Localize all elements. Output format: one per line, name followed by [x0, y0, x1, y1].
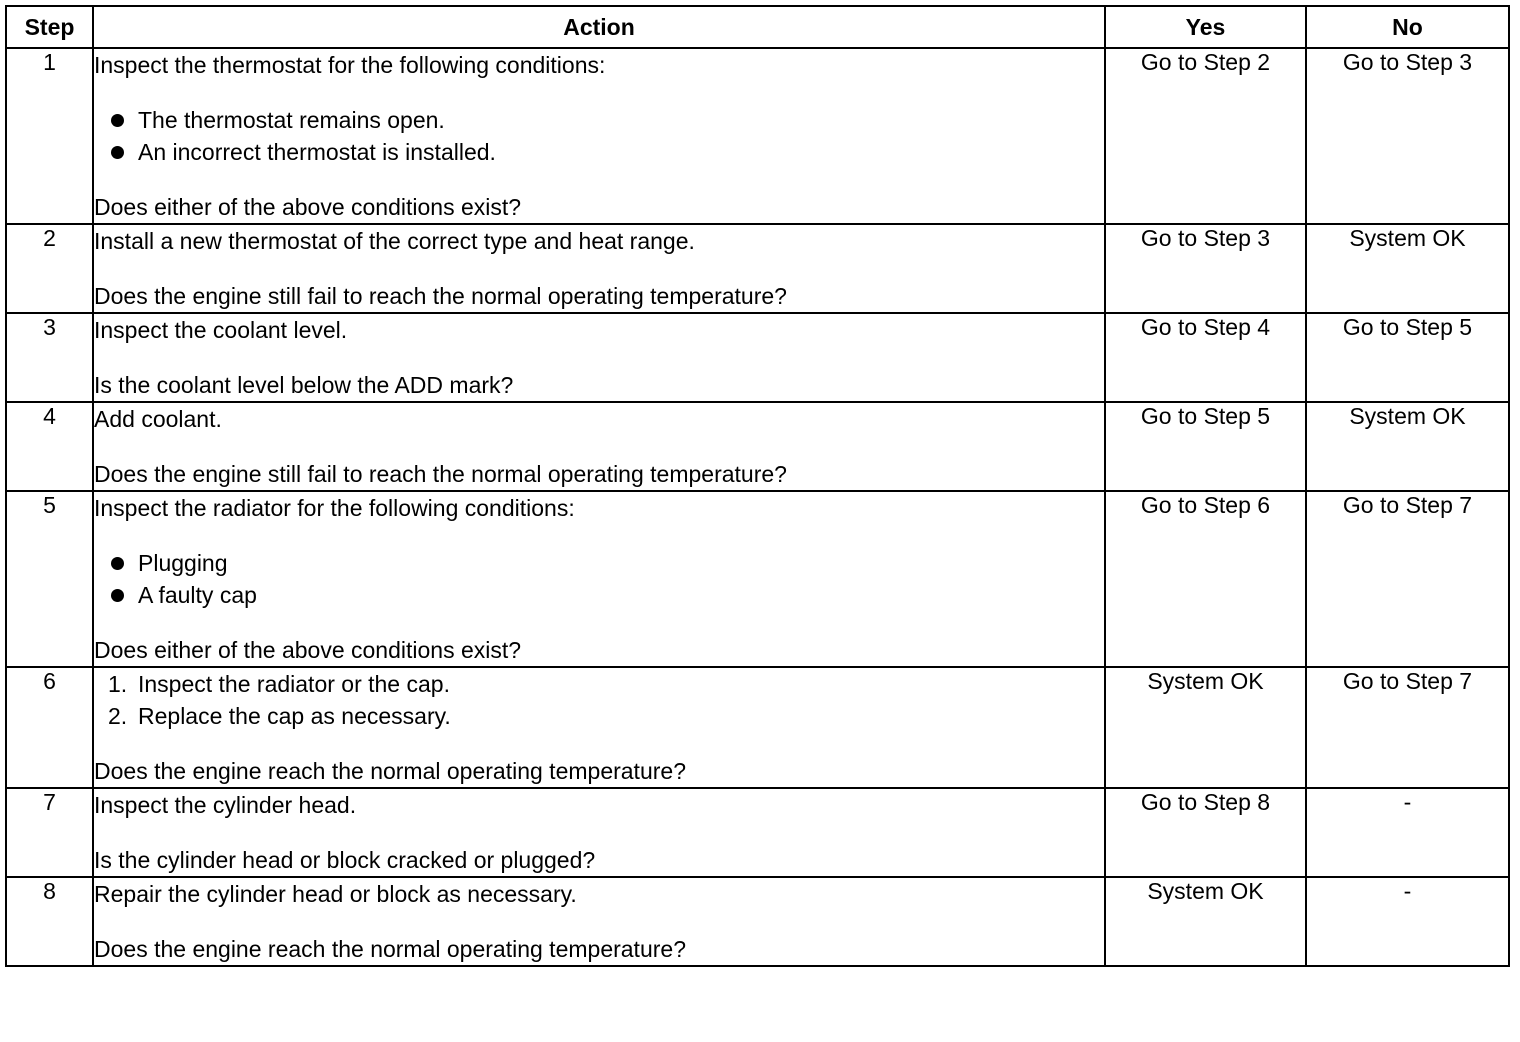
step-number: 4	[6, 402, 93, 491]
list-item: 2. Replace the cap as necessary.	[108, 703, 451, 729]
step-number: 1	[6, 48, 93, 224]
action-cell	[93, 667, 1105, 788]
condition-list	[94, 547, 1104, 611]
header-yes: Yes	[1105, 6, 1306, 48]
action-question: Is the cylinder head or block cracked or plugged?	[94, 847, 596, 873]
table-row-step-1	[6, 48, 1509, 224]
yes-result: System OK	[1105, 877, 1306, 966]
yes-result: Go to Step 4	[1105, 313, 1306, 402]
list-item: An incorrect thermostat is installed.	[94, 136, 1104, 168]
action-question: Is the coolant level below the ADD mark?	[94, 372, 514, 398]
action-cell	[93, 877, 1105, 966]
procedure-list	[94, 668, 1104, 732]
diagnostic-table	[5, 5, 1510, 967]
header-no: No	[1306, 6, 1509, 48]
action-intro: Inspect the coolant level.	[94, 317, 348, 343]
no-result: -	[1306, 877, 1509, 966]
bullet-icon	[111, 557, 124, 570]
no-result: System OK	[1306, 402, 1509, 491]
no-result: Go to Step 5	[1306, 313, 1509, 402]
no-result: Go to Step 7	[1306, 667, 1509, 788]
header-action: Action	[93, 6, 1105, 48]
action-question: Does either of the above conditions exist?	[94, 194, 522, 220]
action-question: Does the engine still fail to reach the normal operating temperature?	[94, 283, 787, 309]
step-number: 2	[6, 224, 93, 313]
table-row-step-2	[6, 224, 1509, 313]
no-result: -	[1306, 788, 1509, 877]
bullet-icon	[111, 114, 124, 127]
list-item: 1. Inspect the radiator or the cap.	[108, 671, 450, 697]
step-number: 6	[6, 667, 93, 788]
table-row-step-8	[6, 877, 1509, 966]
action-intro: Inspect the cylinder head.	[94, 792, 357, 818]
list-item: The thermostat remains open.	[94, 104, 1104, 136]
list-item: A faulty cap	[94, 579, 1104, 611]
action-cell	[93, 402, 1105, 491]
step-number: 3	[6, 313, 93, 402]
no-result: Go to Step 3	[1306, 48, 1509, 224]
action-question: Does the engine still fail to reach the normal operating temperature?	[94, 461, 787, 487]
action-cell	[93, 788, 1105, 877]
table-header-row	[6, 6, 1509, 48]
table-row-step-5	[6, 491, 1509, 667]
diagnostic-page	[5, 5, 1508, 1037]
action-intro: Add coolant.	[94, 406, 222, 432]
action-cell	[93, 491, 1105, 667]
action-intro: Install a new thermostat of the correct type and heat range.	[94, 228, 695, 254]
yes-result: Go to Step 3	[1105, 224, 1306, 313]
action-cell	[93, 224, 1105, 313]
header-step: Step	[6, 6, 93, 48]
table-row-step-4	[6, 402, 1509, 491]
table-row-step-6	[6, 667, 1509, 788]
no-result: Go to Step 7	[1306, 491, 1509, 667]
action-question: Does the engine reach the normal operating temperature?	[94, 936, 686, 962]
yes-result: System OK	[1105, 667, 1306, 788]
action-cell	[93, 48, 1105, 224]
action-question: Does the engine reach the normal operating temperature?	[94, 758, 686, 784]
table-row-step-7	[6, 788, 1509, 877]
action-cell	[93, 313, 1105, 402]
table-row-step-3	[6, 313, 1509, 402]
yes-result: Go to Step 2	[1105, 48, 1306, 224]
bullet-icon	[111, 589, 124, 602]
action-intro: Repair the cylinder head or block as necessary.	[94, 881, 577, 907]
action-intro: Inspect the radiator for the following conditions:	[94, 495, 575, 521]
list-item: Plugging	[94, 547, 1104, 579]
yes-result: Go to Step 6	[1105, 491, 1306, 667]
condition-list	[94, 104, 1104, 168]
step-number: 5	[6, 491, 93, 667]
action-intro: Inspect the thermostat for the following conditions:	[94, 52, 606, 78]
action-question: Does either of the above conditions exist?	[94, 637, 522, 663]
yes-result: Go to Step 8	[1105, 788, 1306, 877]
bullet-icon	[111, 146, 124, 159]
no-result: System OK	[1306, 224, 1509, 313]
step-number: 7	[6, 788, 93, 877]
yes-result: Go to Step 5	[1105, 402, 1306, 491]
step-number: 8	[6, 877, 93, 966]
